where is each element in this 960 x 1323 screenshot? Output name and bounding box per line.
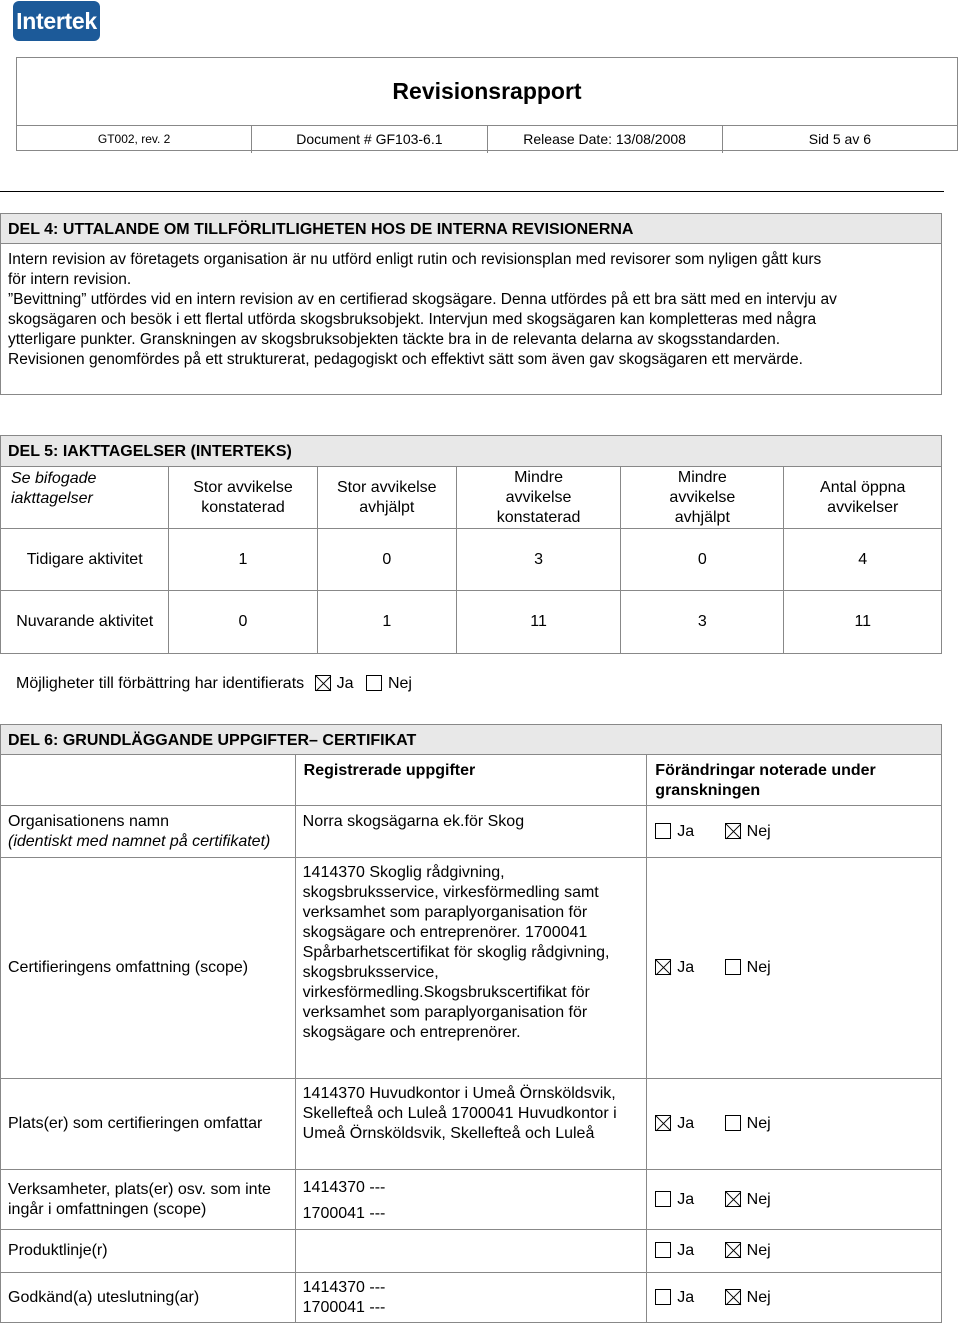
- yes-label: Ja: [677, 822, 695, 840]
- del4-title: DEL 4: UTTALANDE OM TILLFÖRLITLIGHETEN HOS DE INTERNA REVISIONERNA: [0, 213, 942, 244]
- table-cell: 11: [456, 591, 620, 654]
- row-label: Tidigare aktivitet: [1, 529, 169, 591]
- checkbox-checked[interactable]: [725, 1242, 741, 1258]
- del4-line: skogsägaren och besök i ett flertal utförda skogsbruksobjekt. Intervjun med skogsägaren kan kompletteras med några: [8, 311, 817, 328]
- del4-body: [0, 243, 942, 395]
- table-row: [1, 858, 942, 1079]
- row-change: [647, 858, 942, 1079]
- no-option: [725, 823, 771, 840]
- row-label: Produktlinje(r): [1, 1230, 296, 1273]
- row-label: Verksamheter, plats(er) osv. som inte ingår i omfattningen (scope): [1, 1170, 296, 1230]
- table-cell: 11: [784, 591, 942, 654]
- no-label: Nej: [746, 822, 771, 840]
- yes-label: Ja: [677, 1190, 695, 1208]
- row-change: [647, 1170, 942, 1230]
- table-row: [1, 1230, 942, 1273]
- row-value: Norra skogsägarna ek.för Skog: [295, 806, 647, 858]
- report-meta: [17, 125, 957, 153]
- checkbox-checked[interactable]: [725, 823, 741, 839]
- no-option: [725, 1289, 771, 1306]
- checkbox-checked[interactable]: [655, 1115, 671, 1131]
- yes-label: Ja: [677, 959, 695, 976]
- changes-header: Förändringar noterade under granskningen: [647, 755, 942, 806]
- empty-header: [1, 755, 296, 806]
- table-row: [1, 591, 942, 654]
- checkbox-unchecked[interactable]: [655, 823, 671, 839]
- certificate-table: [0, 754, 942, 1323]
- table-cell: 1: [317, 591, 456, 654]
- table-cell: 3: [456, 529, 620, 591]
- col-header: Stor avvikelse avhjälpt: [317, 467, 456, 529]
- table-row: [1, 806, 942, 858]
- del4-line: Intern revision av företagets organisation är nu utförd enligt rutin och revisionsplan med revisorer som nyligen gått kurs: [8, 251, 822, 268]
- findings-ref-text: Se bifogade iakttagelser: [11, 470, 97, 507]
- yes-option: [655, 1191, 694, 1208]
- row-value-line: 1700041 ---: [302, 1298, 386, 1316]
- row-change: [647, 1273, 942, 1323]
- del4-line: ”Bevittning” utfördes vid en intern revision av en certifierad skogsägare. Denna utfördes på ett bra sätt med en intervju av: [8, 291, 837, 308]
- row-label-sub: (identiskt med namnet på certifikatet): [8, 833, 271, 850]
- col-header: Antal öppna avvikelser: [784, 467, 942, 529]
- del4-line: för intern revision.: [8, 271, 132, 288]
- row-change: [647, 1079, 942, 1170]
- row-change: [647, 806, 942, 858]
- del4-line: ytterligare punkter. Granskningen av skogsbruksobjekten täckte bra in de relevanta delarna av skogsstandarden.: [8, 331, 781, 348]
- checkbox-unchecked[interactable]: [655, 1289, 671, 1305]
- row-value: 1414370 Huvudkontor i Umeå Örnsköldsvik, Skellefteå och Luleå 1700041 Huvudkontor i Umeå Örnsköldsvik, Skellefteå och Luleå: [295, 1079, 647, 1170]
- yes-option: [655, 1289, 694, 1306]
- document-number: Document # GF103-6.1: [252, 126, 487, 153]
- row-value-line: 1700041 ---: [302, 1205, 386, 1222]
- row-value-line: 1414370 ---: [302, 1179, 386, 1196]
- yes-label: Ja: [336, 675, 354, 692]
- no-option: [725, 1115, 771, 1132]
- checkbox-unchecked[interactable]: [366, 675, 382, 691]
- table-row: [1, 1079, 942, 1170]
- no-label: Nej: [387, 675, 412, 692]
- checkbox-unchecked[interactable]: [725, 959, 741, 975]
- no-option: [725, 1191, 771, 1208]
- table-cell: 4: [784, 529, 942, 591]
- yes-label: Ja: [677, 1242, 695, 1259]
- row-label: Plats(er) som certifieringen omfattar: [1, 1079, 296, 1170]
- checkbox-checked[interactable]: [725, 1191, 741, 1207]
- row-value: [295, 1230, 647, 1273]
- checkbox-unchecked[interactable]: [655, 1242, 671, 1258]
- table-row: [1, 529, 942, 591]
- checkbox-checked[interactable]: [315, 675, 331, 691]
- row-label: Godkänd(a) uteslutning(ar): [1, 1273, 296, 1323]
- no-option: [725, 959, 771, 976]
- page-number: Sid 5 av 6: [808, 131, 871, 147]
- del5-title: DEL 5: IAKTTAGELSER (INTERTEKS): [0, 435, 942, 467]
- no-label: Nej: [746, 1190, 771, 1208]
- checkbox-checked[interactable]: [655, 959, 671, 975]
- row-label: Nuvarande aktivitet: [1, 591, 169, 654]
- findings-ref-header: [1, 467, 169, 529]
- table-cell: 3: [621, 591, 784, 654]
- findings-table: [0, 466, 942, 654]
- no-label: Nej: [746, 1242, 771, 1259]
- form-revision: GT002, rev. 2: [17, 126, 252, 153]
- row-value: [295, 1170, 647, 1230]
- del4-line: Revisionen genomfördes på ett strukturerat, pedagogiskt och effektivt sätt som även gav skogsägaren ett mervärde.: [8, 351, 803, 368]
- table-cell: 0: [317, 529, 456, 591]
- table-cell: 0: [621, 529, 784, 591]
- yes-label: Ja: [677, 1288, 695, 1306]
- table-cell: 1: [169, 529, 317, 591]
- col-header: Stor avvikelse konstaterad: [169, 467, 317, 529]
- registered-header: Registrerade uppgifter: [295, 755, 647, 806]
- table-cell: 0: [169, 591, 317, 654]
- row-label: [1, 806, 296, 858]
- checkbox-unchecked[interactable]: [655, 1191, 671, 1207]
- row-value-line: 1414370 ---: [302, 1278, 386, 1296]
- yes-label: Ja: [677, 1115, 695, 1132]
- col-header: Mindre avvikelse avhjälpt: [621, 467, 784, 529]
- col-header: Mindre avvikelse konstaterad: [456, 467, 620, 529]
- row-value: [295, 1273, 647, 1323]
- release-date: Release Date: 13/08/2008: [488, 126, 723, 153]
- row-value: 1414370 Skoglig rådgivning, skogsbruksservice, virkesförmedling samt verksamhet som paraplyorganisation för skogsägare och entreprenörer. 1700041 Spårbarhetscertifikat för skoglig rådgivning, skogsbruksservice, virkesförmedling.Skogsbrukscertifikat för verksamhet som paraplyorganisation för skogsägare och entreprenörer.: [295, 858, 647, 1079]
- improvement-row: [16, 674, 412, 694]
- row-label-text: Organisationens namn: [8, 813, 169, 830]
- table-row: [1, 1273, 942, 1323]
- divider: [0, 191, 944, 192]
- intertek-logo: Intertek: [13, 1, 100, 41]
- no-option: [725, 1242, 771, 1259]
- row-change: [647, 1230, 942, 1273]
- no-label: Nej: [746, 1115, 771, 1132]
- checkbox-checked[interactable]: [725, 1289, 741, 1305]
- improvement-label: Möjligheter till förbättring har identifierats: [16, 675, 305, 692]
- no-label: Nej: [746, 959, 771, 976]
- row-label: Certifieringens omfattning (scope): [1, 858, 296, 1079]
- no-label: Nej: [746, 1288, 771, 1306]
- report-title: Revisionsrapport: [392, 78, 582, 104]
- report-header: [16, 57, 958, 151]
- yes-option: [655, 1242, 694, 1259]
- del6-title: DEL 6: GRUNDLÄGGANDE UPPGIFTER– CERTIFIKAT: [0, 724, 942, 755]
- yes-option: [655, 959, 694, 976]
- yes-option: [655, 823, 694, 840]
- table-row: [1, 1170, 942, 1230]
- yes-option: [655, 1115, 694, 1132]
- checkbox-unchecked[interactable]: [725, 1115, 741, 1131]
